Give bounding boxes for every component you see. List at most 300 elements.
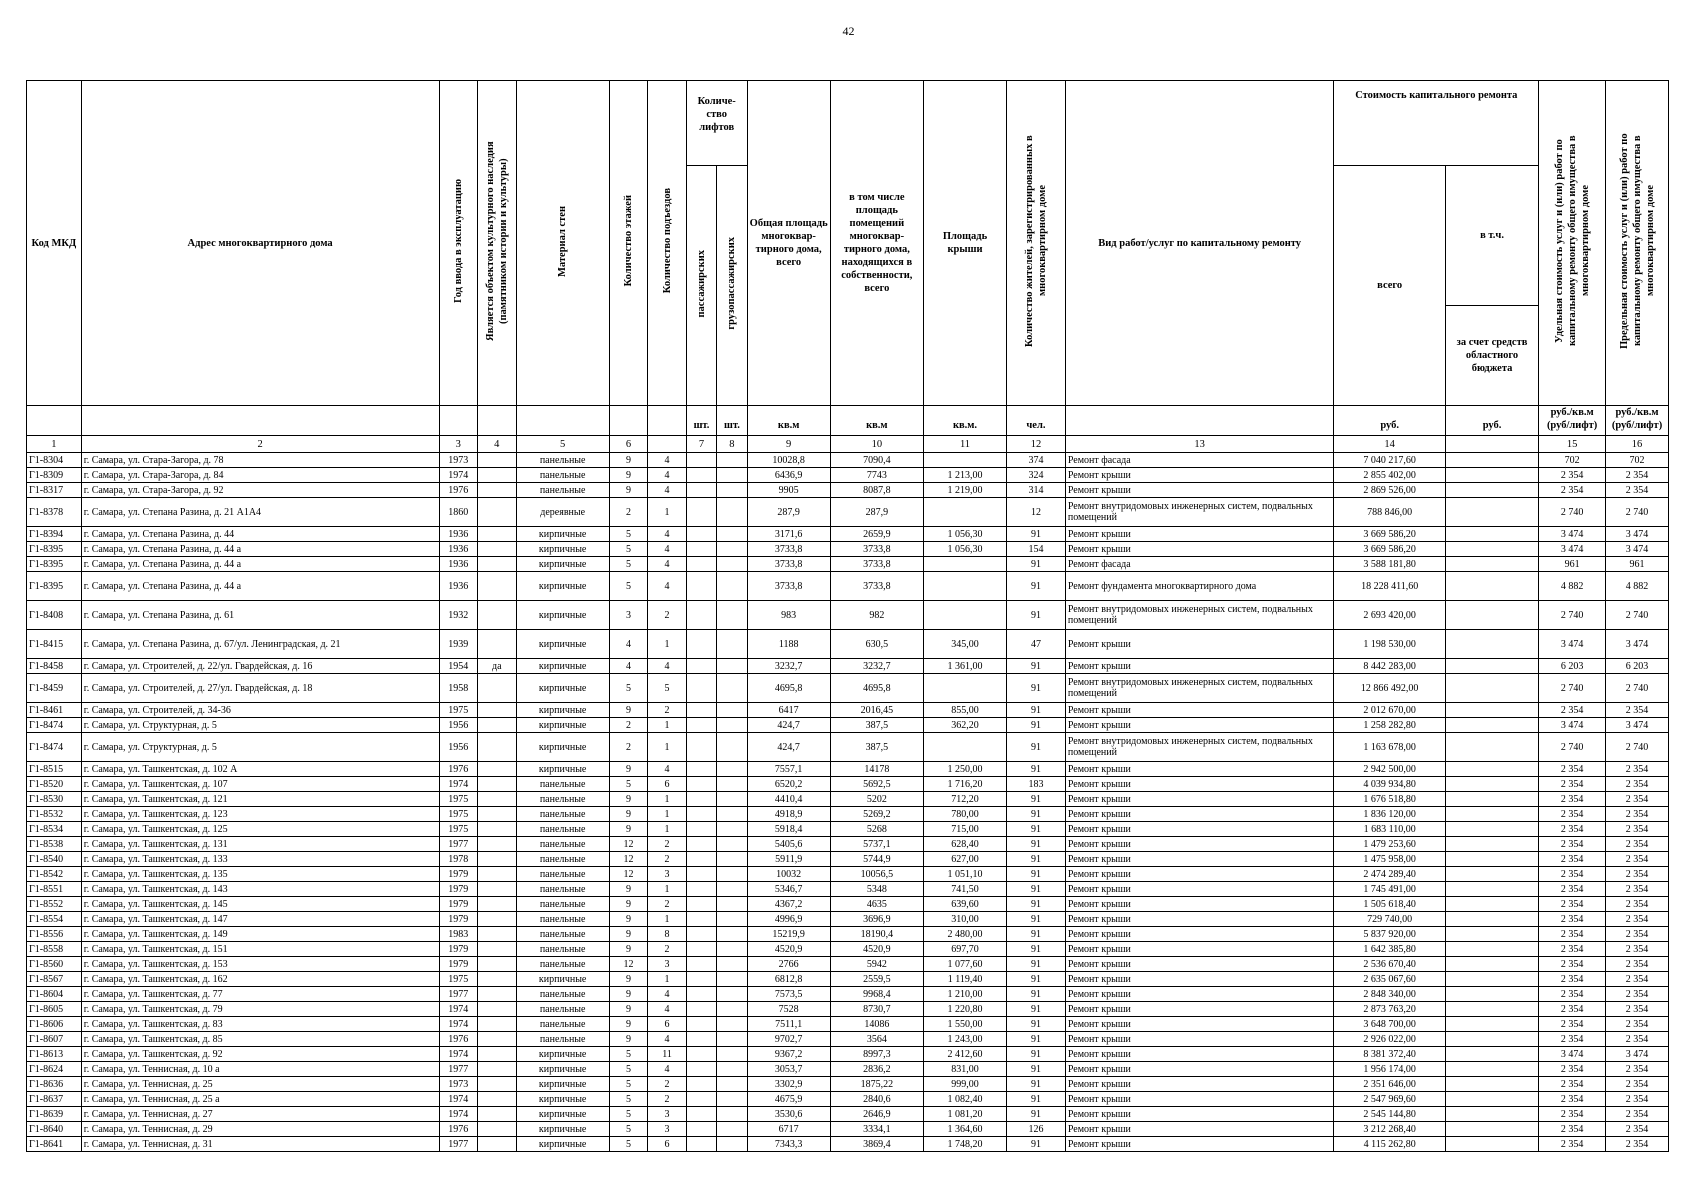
cell-residents: 91 [1007, 1032, 1066, 1047]
cell-year: 1936 [439, 542, 478, 557]
cell-unit-cost: 2 354 [1539, 792, 1606, 807]
cell-owned-area: 7090,4 [830, 453, 923, 468]
cell-code: Г1-8604 [27, 987, 82, 1002]
cell-owned-area: 3232,7 [830, 659, 923, 674]
cell-cost-total: 2 012 670,00 [1334, 703, 1445, 718]
cell-address: г. Самара, ул. Ташкентская, д. 135 [81, 867, 439, 882]
cell-unit-cost: 2 354 [1539, 1137, 1606, 1152]
cell-lifts-passenger [686, 659, 716, 674]
cell-lifts-passenger [686, 733, 716, 762]
cell-code: Г1-8378 [27, 498, 82, 527]
cell-heritage [478, 792, 517, 807]
cell-max-cost: 6 203 [1606, 659, 1669, 674]
cell-heritage [478, 1047, 517, 1062]
cell-floors: 9 [609, 882, 648, 897]
cell-roof-area [923, 453, 1006, 468]
cell-address: г. Самара, ул. Степана Разина, д. 44 а [81, 557, 439, 572]
cell-lifts-cargo [717, 882, 747, 897]
cell-code: Г1-8636 [27, 1077, 82, 1092]
cell-cost-total: 1 198 530,00 [1334, 630, 1445, 659]
cell-cost-total: 18 228 411,60 [1334, 572, 1445, 601]
table-row [27, 852, 1669, 867]
cell-residents: 91 [1007, 1137, 1066, 1152]
cell-wall: кирпичные [516, 733, 609, 762]
cell-residents: 91 [1007, 837, 1066, 852]
cell-lifts-cargo [717, 1047, 747, 1062]
cell-unit-cost: 2 354 [1539, 807, 1606, 822]
cell-entrances: 11 [648, 1047, 687, 1062]
cell-lifts-cargo [717, 837, 747, 852]
header-lifts: Количе-ство лифтов [686, 81, 747, 166]
cell-cost-total: 1 163 678,00 [1334, 733, 1445, 762]
cell-floors: 9 [609, 703, 648, 718]
cell-floors: 3 [609, 601, 648, 630]
cell-max-cost: 702 [1606, 453, 1669, 468]
table-row [27, 1017, 1669, 1032]
cell-max-cost: 2 354 [1606, 1122, 1669, 1137]
cell-cost-budget [1445, 601, 1538, 630]
cell-code: Г1-8552 [27, 897, 82, 912]
cell-work: Ремонт крыши [1065, 792, 1334, 807]
cell-work: Ремонт крыши [1065, 483, 1334, 498]
cell-year: 1936 [439, 557, 478, 572]
cell-cost-total: 2 848 340,00 [1334, 987, 1445, 1002]
cell-owned-area: 5348 [830, 882, 923, 897]
cell-year: 1936 [439, 527, 478, 542]
cell-lifts-passenger [686, 1092, 716, 1107]
header-cost-incl: в т.ч. [1445, 166, 1538, 306]
cell-unit-cost: 2 354 [1539, 927, 1606, 942]
cell-owned-area: 2840,6 [830, 1092, 923, 1107]
cell-lifts-passenger [686, 1107, 716, 1122]
cell-heritage [478, 483, 517, 498]
cell-year: 1976 [439, 483, 478, 498]
cell-wall: кирпичные [516, 703, 609, 718]
cell-entrances: 1 [648, 822, 687, 837]
cell-residents: 91 [1007, 957, 1066, 972]
cell-roof-area: 1 550,00 [923, 1017, 1006, 1032]
cell-entrances: 4 [648, 483, 687, 498]
cell-owned-area: 2016,45 [830, 703, 923, 718]
cell-max-cost: 2 354 [1606, 957, 1669, 972]
cell-year: 1974 [439, 1092, 478, 1107]
cell-year: 1979 [439, 882, 478, 897]
cell-max-cost: 2 354 [1606, 867, 1669, 882]
header-roof-area: Площадь крыши [923, 81, 1006, 406]
cell-owned-area: 5202 [830, 792, 923, 807]
cell-entrances: 4 [648, 453, 687, 468]
cell-cost-budget [1445, 659, 1538, 674]
header-lifts-cargo: грузопассажирских [717, 166, 747, 406]
cell-unit-cost: 2 354 [1539, 867, 1606, 882]
cell-roof-area: 715,00 [923, 822, 1006, 837]
cell-total-area: 9367,2 [747, 1047, 830, 1062]
cell-lifts-cargo [717, 987, 747, 1002]
header-floors: Количество этажей [609, 81, 648, 406]
cell-lifts-cargo [717, 527, 747, 542]
cell-year: 1979 [439, 957, 478, 972]
cell-year: 1977 [439, 837, 478, 852]
cell-floors: 12 [609, 852, 648, 867]
table-row [27, 882, 1669, 897]
cell-roof-area: 628,40 [923, 837, 1006, 852]
cell-cost-budget [1445, 1107, 1538, 1122]
cell-entrances: 2 [648, 601, 687, 630]
cell-heritage [478, 927, 517, 942]
cell-heritage [478, 468, 517, 483]
cell-work: Ремонт крыши [1065, 867, 1334, 882]
cell-cost-total: 8 381 372,40 [1334, 1047, 1445, 1062]
col-number: 12 [1007, 436, 1066, 453]
cell-lifts-passenger [686, 957, 716, 972]
cell-address: г. Самара, ул. Ташкентская, д. 133 [81, 852, 439, 867]
cell-residents: 91 [1007, 987, 1066, 1002]
cell-work: Ремонт крыши [1065, 527, 1334, 542]
cell-total-area: 5918,4 [747, 822, 830, 837]
cell-lifts-cargo [717, 1122, 747, 1137]
cell-entrances: 4 [648, 557, 687, 572]
cell-unit-cost: 2 354 [1539, 1122, 1606, 1137]
cell-lifts-passenger [686, 630, 716, 659]
cell-wall: кирпичные [516, 674, 609, 703]
cell-lifts-passenger [686, 718, 716, 733]
cell-wall: панельные [516, 897, 609, 912]
cell-address: г. Самара, ул. Строителей, д. 27/ул. Гвардейская, д. 18 [81, 674, 439, 703]
cell-cost-budget [1445, 912, 1538, 927]
cell-floors: 9 [609, 897, 648, 912]
cell-wall: панельные [516, 1032, 609, 1047]
cell-heritage [478, 703, 517, 718]
cell-lifts-cargo [717, 957, 747, 972]
cell-year: 1975 [439, 807, 478, 822]
cell-heritage [478, 882, 517, 897]
cell-address: г. Самара, ул. Ташкентская, д. 153 [81, 957, 439, 972]
cell-owned-area: 3696,9 [830, 912, 923, 927]
table-row [27, 527, 1669, 542]
cell-lifts-cargo [717, 942, 747, 957]
cell-code: Г1-8408 [27, 601, 82, 630]
cell-lifts-cargo [717, 733, 747, 762]
cell-wall: панельные [516, 822, 609, 837]
cell-work: Ремонт крыши [1065, 1092, 1334, 1107]
cell-owned-area: 287,9 [830, 498, 923, 527]
cell-unit-cost: 2 354 [1539, 777, 1606, 792]
cell-roof-area [923, 674, 1006, 703]
cell-entrances: 4 [648, 987, 687, 1002]
cell-cost-budget [1445, 777, 1538, 792]
cell-cost-total: 4 115 262,80 [1334, 1137, 1445, 1152]
cell-heritage [478, 1092, 517, 1107]
cell-cost-total: 2 855 402,00 [1334, 468, 1445, 483]
cell-floors: 2 [609, 498, 648, 527]
cell-unit-cost: 2 354 [1539, 1017, 1606, 1032]
cell-heritage [478, 897, 517, 912]
cell-unit-cost: 2 740 [1539, 674, 1606, 703]
cell-code: Г1-8515 [27, 762, 82, 777]
cell-heritage [478, 912, 517, 927]
cell-roof-area: 1 056,30 [923, 542, 1006, 557]
cell-roof-area: 1 748,20 [923, 1137, 1006, 1152]
cell-unit-cost: 2 354 [1539, 897, 1606, 912]
cell-cost-total: 1 745 491,00 [1334, 882, 1445, 897]
cell-entrances: 1 [648, 972, 687, 987]
cell-wall: панельные [516, 483, 609, 498]
table-row [27, 733, 1669, 762]
cell-address: г. Самара, ул. Степана Разина, д. 44 а [81, 542, 439, 557]
cell-floors: 12 [609, 837, 648, 852]
table-row [27, 807, 1669, 822]
cell-unit-cost: 2 354 [1539, 1002, 1606, 1017]
cell-cost-total: 729 740,00 [1334, 912, 1445, 927]
cell-work: Ремонт крыши [1065, 837, 1334, 852]
unit-owned-area: кв.м [830, 406, 923, 436]
cell-work: Ремонт крыши [1065, 542, 1334, 557]
cell-cost-total: 1 956 174,00 [1334, 1062, 1445, 1077]
cell-owned-area: 4520,9 [830, 942, 923, 957]
cell-address: г. Самара, ул. Теннисная, д. 25 [81, 1077, 439, 1092]
table-row [27, 972, 1669, 987]
cell-owned-area: 8730,7 [830, 1002, 923, 1017]
cell-lifts-passenger [686, 468, 716, 483]
cell-residents: 91 [1007, 972, 1066, 987]
cell-unit-cost: 2 354 [1539, 762, 1606, 777]
cell-total-area: 4520,9 [747, 942, 830, 957]
cell-entrances: 6 [648, 777, 687, 792]
table-row [27, 601, 1669, 630]
cell-lifts-passenger [686, 882, 716, 897]
cell-work: Ремонт крыши [1065, 468, 1334, 483]
cell-lifts-passenger [686, 897, 716, 912]
cell-lifts-cargo [717, 897, 747, 912]
cell-year: 1974 [439, 1107, 478, 1122]
cell-year: 1979 [439, 897, 478, 912]
cell-lifts-cargo [717, 659, 747, 674]
cell-address: г. Самара, ул. Ташкентская, д. 85 [81, 1032, 439, 1047]
cell-lifts-cargo [717, 822, 747, 837]
cell-residents: 91 [1007, 912, 1066, 927]
cell-cost-budget [1445, 972, 1538, 987]
cell-unit-cost: 2 354 [1539, 1077, 1606, 1092]
col-number: 4 [478, 436, 517, 453]
cell-code: Г1-8605 [27, 1002, 82, 1017]
cell-code: Г1-8567 [27, 972, 82, 987]
header-code: Код МКД [27, 81, 82, 406]
cell-year: 1977 [439, 1062, 478, 1077]
cell-year: 1979 [439, 867, 478, 882]
table-row [27, 942, 1669, 957]
cell-year: 1983 [439, 927, 478, 942]
cell-lifts-cargo [717, 867, 747, 882]
cell-residents: 91 [1007, 1092, 1066, 1107]
cell-cost-total: 2 547 969,60 [1334, 1092, 1445, 1107]
cell-lifts-passenger [686, 557, 716, 572]
cell-roof-area: 1 219,00 [923, 483, 1006, 498]
cell-entrances: 4 [648, 762, 687, 777]
table-row [27, 483, 1669, 498]
cell-floors: 9 [609, 972, 648, 987]
cell-address: г. Самара, ул. Степана Разина, д. 21 А1А4 [81, 498, 439, 527]
cell-max-cost: 2 354 [1606, 1137, 1669, 1152]
cell-roof-area [923, 572, 1006, 601]
cell-year: 1977 [439, 1137, 478, 1152]
cell-cost-total: 2 873 763,20 [1334, 1002, 1445, 1017]
table-row [27, 1137, 1669, 1152]
cell-wall: панельные [516, 792, 609, 807]
header-wall: Материал стен [516, 81, 609, 406]
cell-residents: 91 [1007, 572, 1066, 601]
cell-code: Г1-8395 [27, 542, 82, 557]
cell-cost-budget [1445, 1137, 1538, 1152]
cell-entrances: 2 [648, 1077, 687, 1092]
cell-code: Г1-8458 [27, 659, 82, 674]
cell-roof-area: 1 081,20 [923, 1107, 1006, 1122]
cell-entrances: 4 [648, 468, 687, 483]
column-numbers-row [27, 436, 1669, 453]
cell-roof-area: 1 213,00 [923, 468, 1006, 483]
cell-lifts-cargo [717, 792, 747, 807]
cell-entrances: 2 [648, 897, 687, 912]
table-row [27, 718, 1669, 733]
cell-address: г. Самара, ул. Стара-Загора, д. 78 [81, 453, 439, 468]
cell-unit-cost: 2 740 [1539, 601, 1606, 630]
cell-code: Г1-8394 [27, 527, 82, 542]
cell-work: Ремонт крыши [1065, 1062, 1334, 1077]
table-row [27, 1107, 1669, 1122]
cell-total-area: 3530,6 [747, 1107, 830, 1122]
cell-roof-area: 1 364,60 [923, 1122, 1006, 1137]
cell-roof-area: 741,50 [923, 882, 1006, 897]
cell-wall: панельные [516, 852, 609, 867]
table-row [27, 1092, 1669, 1107]
table-row [27, 927, 1669, 942]
cell-cost-total: 1 676 518,80 [1334, 792, 1445, 807]
cell-max-cost: 2 354 [1606, 1062, 1669, 1077]
cell-wall: дереявные [516, 498, 609, 527]
cell-lifts-passenger [686, 927, 716, 942]
cell-cost-total: 3 648 700,00 [1334, 1017, 1445, 1032]
cell-owned-area: 3564 [830, 1032, 923, 1047]
cell-max-cost: 2 354 [1606, 1092, 1669, 1107]
cell-address: г. Самара, ул. Степана Разина, д. 67/ул. Ленинградская, д. 21 [81, 630, 439, 659]
cell-wall: кирпичные [516, 601, 609, 630]
cell-residents: 91 [1007, 733, 1066, 762]
cell-cost-total: 1 642 385,80 [1334, 942, 1445, 957]
cell-max-cost: 2 354 [1606, 483, 1669, 498]
cell-unit-cost: 3 474 [1539, 542, 1606, 557]
cell-work: Ремонт крыши [1065, 852, 1334, 867]
cell-cost-budget [1445, 837, 1538, 852]
cell-lifts-cargo [717, 572, 747, 601]
cell-wall: кирпичные [516, 762, 609, 777]
cell-code: Г1-8309 [27, 468, 82, 483]
cell-lifts-cargo [717, 1107, 747, 1122]
cell-owned-area: 8087,8 [830, 483, 923, 498]
cell-owned-area: 1875,22 [830, 1077, 923, 1092]
cell-owned-area: 5744,9 [830, 852, 923, 867]
cell-unit-cost: 2 354 [1539, 882, 1606, 897]
cell-wall: кирпичные [516, 542, 609, 557]
cell-heritage [478, 1032, 517, 1047]
cell-unit-cost: 2 354 [1539, 972, 1606, 987]
cell-max-cost: 3 474 [1606, 542, 1669, 557]
cell-wall: панельные [516, 468, 609, 483]
cell-address: г. Самара, ул. Ташкентская, д. 143 [81, 882, 439, 897]
cell-floors: 5 [609, 1077, 648, 1092]
cell-cost-total: 2 545 144,80 [1334, 1107, 1445, 1122]
cell-lifts-passenger [686, 972, 716, 987]
cell-heritage [478, 733, 517, 762]
cell-wall: кирпичные [516, 527, 609, 542]
cell-year: 1973 [439, 1077, 478, 1092]
cell-max-cost: 2 354 [1606, 468, 1669, 483]
cell-owned-area: 5737,1 [830, 837, 923, 852]
cell-roof-area: 1 716,20 [923, 777, 1006, 792]
cell-unit-cost: 2 354 [1539, 703, 1606, 718]
cell-owned-area: 10056,5 [830, 867, 923, 882]
cell-wall: кирпичные [516, 572, 609, 601]
col-number: 8 [717, 436, 747, 453]
header-cost-total: всего [1334, 166, 1445, 406]
cell-residents: 91 [1007, 1107, 1066, 1122]
cell-roof-area: 639,60 [923, 897, 1006, 912]
table-row [27, 1122, 1669, 1137]
cell-code: Г1-8520 [27, 777, 82, 792]
cell-max-cost: 2 354 [1606, 897, 1669, 912]
cell-address: г. Самара, ул. Степана Разина, д. 44 а [81, 572, 439, 601]
table-row [27, 777, 1669, 792]
cell-entrances: 1 [648, 718, 687, 733]
cell-cost-budget [1445, 703, 1538, 718]
cell-heritage [478, 601, 517, 630]
cell-floors: 9 [609, 792, 648, 807]
cell-max-cost: 2 740 [1606, 733, 1669, 762]
cell-residents: 91 [1007, 1002, 1066, 1017]
cell-heritage [478, 852, 517, 867]
cell-entrances: 2 [648, 1092, 687, 1107]
cell-wall: панельные [516, 837, 609, 852]
table-row [27, 1032, 1669, 1047]
cell-floors: 9 [609, 483, 648, 498]
cell-total-area: 5405,6 [747, 837, 830, 852]
cell-unit-cost: 3 474 [1539, 1047, 1606, 1062]
cell-max-cost: 2 354 [1606, 822, 1669, 837]
unit-cost-budget: руб. [1445, 406, 1538, 436]
header-owned-area: в том числе площадь помещений многоквар-тирного дома, находящихся в собственности, всего [830, 81, 923, 406]
cell-code: Г1-8606 [27, 1017, 82, 1032]
cell-roof-area: 310,00 [923, 912, 1006, 927]
cell-total-area: 3053,7 [747, 1062, 830, 1077]
cell-lifts-passenger [686, 1077, 716, 1092]
cell-cost-budget [1445, 674, 1538, 703]
cell-residents: 91 [1007, 557, 1066, 572]
cell-residents: 91 [1007, 527, 1066, 542]
cell-max-cost: 2 354 [1606, 703, 1669, 718]
cell-heritage [478, 867, 517, 882]
cell-owned-area: 14178 [830, 762, 923, 777]
cell-max-cost: 2 354 [1606, 777, 1669, 792]
cell-lifts-passenger [686, 837, 716, 852]
cell-cost-budget [1445, 1017, 1538, 1032]
cell-year: 1974 [439, 777, 478, 792]
cell-year: 1973 [439, 453, 478, 468]
cell-unit-cost: 2 740 [1539, 733, 1606, 762]
cell-year: 1860 [439, 498, 478, 527]
cell-address: г. Самара, ул. Ташкентская, д. 77 [81, 987, 439, 1002]
cell-owned-area: 5268 [830, 822, 923, 837]
cell-max-cost: 3 474 [1606, 1047, 1669, 1062]
cell-lifts-passenger [686, 822, 716, 837]
cell-cost-total: 7 040 217,60 [1334, 453, 1445, 468]
